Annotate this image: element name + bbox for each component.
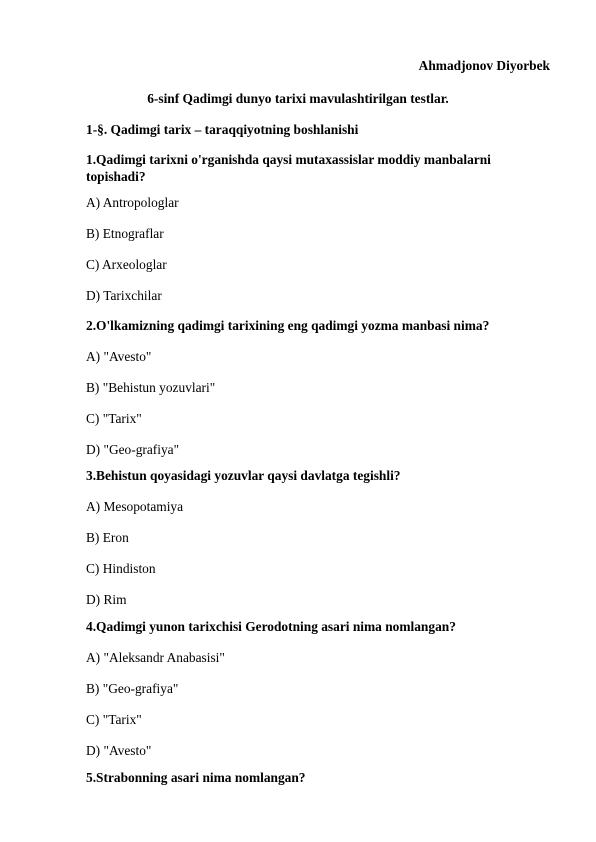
question-3: 3.Behistun qoyasidagi yozuvlar qaysi davlatga tegishli?: [86, 468, 401, 483]
question-2: [86, 317, 489, 334]
question-1-option-c: C) Arxeologlar: [86, 257, 167, 272]
question-1-option-d: D) Tarixchilar: [86, 288, 162, 303]
question-3-option-c: C) Hindiston: [86, 561, 156, 576]
question-3-option-b: B) Eron: [86, 530, 129, 545]
question-2-option-a: A) "Avesto": [86, 349, 152, 364]
question-3-option-d: D) Rim: [86, 592, 127, 607]
question-4: 4.Qadimgi yunon tarixchisi Gerodotning asari nima nomlangan?: [86, 619, 456, 634]
question-1: 1.Qadimgi tarixni o'rganishda qaysi mutaxassislar moddiy manbalarni topishadi?: [86, 152, 491, 184]
question-2-number: 2: [86, 318, 93, 333]
question-4-option-d: D) "Avesto": [86, 743, 152, 758]
question-4-option-a: A) "Aleksandr Anabasisi": [86, 650, 225, 665]
question-3-option-a: A) Mesopotamiya: [86, 499, 184, 514]
question-2-option-c: C) "Tarix": [86, 411, 142, 426]
author-name: Ahmadjonov Diyorbek: [418, 58, 550, 73]
section-heading: 1-§. Qadimgi tarix – taraqqiyotning boshlanishi: [86, 122, 359, 137]
question-2-option-d: D) "Geo-grafiya": [86, 442, 180, 457]
question-2-option-b: B) "Behistun yozuvlari": [86, 380, 216, 395]
document-title: 6-sinf Qadimgi dunyo tarixi mavulashtirilgan testlar.: [147, 91, 449, 106]
question-5: 5.Strabonning asari nima nomlangan?: [86, 770, 306, 785]
question-4-option-b: B) "Geo-grafiya": [86, 681, 179, 696]
question-2-text: .O'lkamizning qadimgi tarixining eng qadimgi yozma manbasi nima?: [92, 318, 490, 333]
question-1-option-a: A) Antropologlar: [86, 195, 179, 210]
question-4-option-c: C) "Tarix": [86, 712, 142, 727]
question-1-option-b: B) Etnograflar: [86, 226, 164, 241]
